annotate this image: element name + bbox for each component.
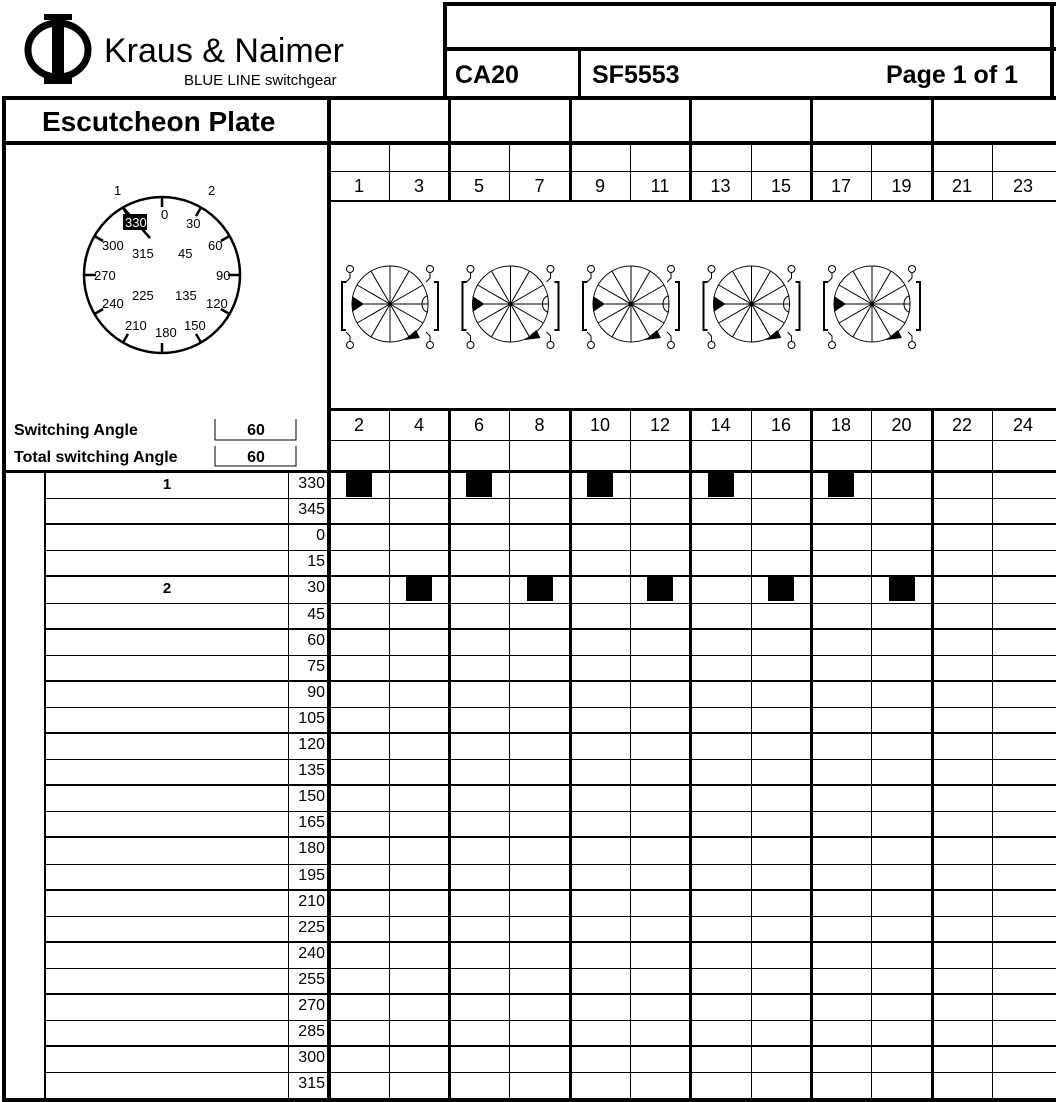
terminal-number: 1 (353, 176, 364, 196)
terminal-number: 15 (770, 176, 792, 196)
contact-closed-mark (346, 473, 372, 497)
dial-angle-label: 180 (155, 325, 177, 340)
switching-angle-value: 60 (247, 422, 265, 439)
row-angle: 30 (307, 579, 325, 596)
row-angle: 285 (298, 1023, 325, 1040)
section-title: Escutcheon Plate (42, 106, 276, 137)
row-angle: 225 (298, 919, 325, 936)
dial-angle-label: 225 (132, 288, 154, 303)
row-angle: 0 (316, 527, 325, 544)
switching-angle-label: Switching Angle (14, 422, 138, 439)
row-angle: 15 (307, 553, 325, 570)
contact-closed-mark (647, 577, 673, 601)
dial-angle-label: 330 (125, 215, 147, 230)
dial-angle-label: 0 (161, 207, 169, 222)
terminal-number: 20 (891, 415, 912, 435)
dial-angle-label: 150 (184, 318, 206, 333)
dial-angle-label: 300 (102, 238, 124, 253)
dial-angle-label: 60 (208, 238, 223, 253)
contact-closed-mark (466, 473, 492, 497)
total-switching-angle-value: 60 (247, 449, 265, 466)
terminal-number: 4 (413, 415, 424, 435)
contact-closed-mark (527, 577, 553, 601)
contact-diagrams (331, 202, 1056, 408)
contact-closed-mark (587, 473, 613, 497)
program-code: SF5553 (592, 61, 680, 89)
terminal-number: 21 (951, 176, 973, 196)
dial-angle-label: 240 (102, 296, 124, 311)
contact-closed-mark (768, 577, 794, 601)
row-angle: 105 (298, 710, 325, 727)
terminal-number: 10 (589, 415, 611, 435)
terminal-number: 12 (649, 415, 671, 435)
terminal-number: 17 (830, 176, 852, 196)
dial-angle-label: 90 (216, 268, 231, 283)
dial-angle-label: 120 (206, 296, 228, 311)
row-angle: 240 (298, 945, 325, 962)
contact-closed-mark (828, 473, 854, 497)
row-angle: 180 (298, 840, 325, 857)
row-position: 1 (162, 476, 172, 493)
terminal-number: 6 (473, 415, 484, 435)
dial-angle-label: 210 (125, 318, 147, 333)
brand-tagline: BLUE LINE switchgear (184, 72, 337, 89)
dial-angle-label: 135 (175, 288, 197, 303)
row-angle: 330 (298, 475, 325, 492)
contact-closed-mark (406, 577, 432, 601)
terminal-number: 23 (1012, 176, 1034, 196)
terminal-number: 9 (594, 176, 605, 196)
terminal-number: 5 (473, 176, 484, 196)
row-angle: 315 (298, 1075, 325, 1092)
brand-name: Kraus & Naimer (104, 32, 344, 70)
terminal-number: 14 (710, 415, 731, 435)
terminal-number: 8 (534, 415, 545, 435)
dial-angle-label: 270 (94, 268, 116, 283)
row-angle: 60 (307, 632, 325, 649)
angle-boxes (214, 418, 300, 468)
row-angle: 195 (298, 867, 325, 884)
dial-position-2: 2 (208, 183, 216, 198)
row-angle: 75 (307, 658, 325, 675)
terminal-number: 19 (891, 176, 912, 196)
terminal-number: 13 (710, 176, 731, 196)
page-indicator: Page 1 of 1 (886, 61, 1018, 89)
contact-closed-mark (708, 473, 734, 497)
row-angle: 135 (298, 762, 325, 779)
terminal-number: 16 (770, 415, 792, 435)
dial-angle-label: 45 (178, 246, 193, 261)
terminal-number: 2 (353, 415, 364, 435)
row-angle: 165 (298, 814, 325, 831)
model-code: CA20 (455, 61, 519, 89)
contact-closed-mark (889, 577, 915, 601)
dial-position-1: 1 (114, 183, 122, 198)
row-position: 2 (162, 580, 172, 597)
terminal-number: 18 (830, 415, 852, 435)
row-angle: 210 (298, 893, 325, 910)
row-angle: 270 (298, 997, 325, 1014)
row-angle: 255 (298, 971, 325, 988)
row-angle: 90 (307, 684, 325, 701)
row-angle: 45 (307, 606, 325, 623)
terminal-number: 7 (534, 176, 545, 196)
terminal-number: 22 (951, 415, 973, 435)
row-angle: 120 (298, 736, 325, 753)
row-angle: 345 (298, 501, 325, 518)
terminal-number: 24 (1012, 415, 1034, 435)
kn-logo-icon (22, 10, 98, 86)
row-angle: 150 (298, 788, 325, 805)
dial-angle-label: 315 (132, 246, 154, 261)
terminal-number: 11 (650, 176, 670, 196)
total-switching-angle-label: Total switching Angle (14, 449, 178, 466)
terminal-number: 3 (413, 176, 424, 196)
dial-angle-label: 30 (186, 216, 201, 231)
row-angle: 300 (298, 1049, 325, 1066)
